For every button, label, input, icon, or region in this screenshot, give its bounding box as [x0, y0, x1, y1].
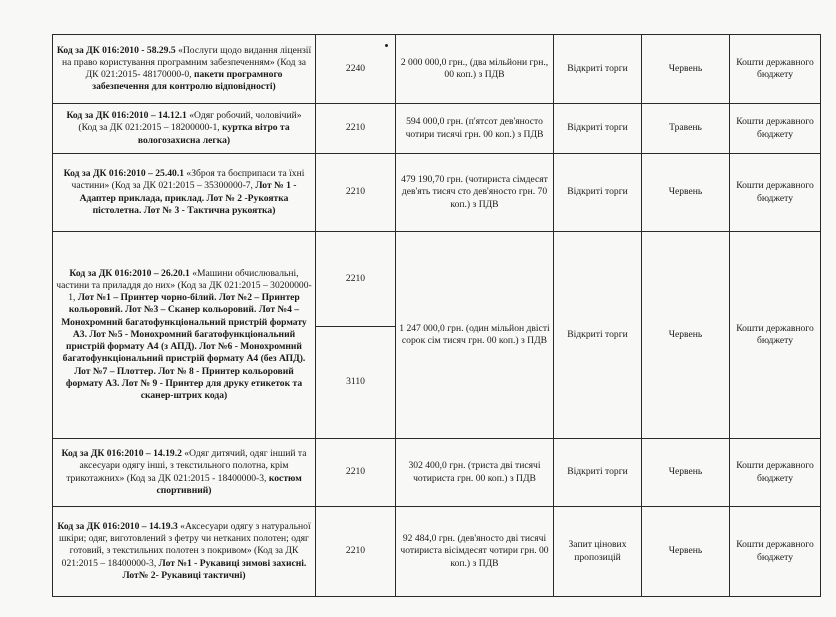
subject-text: «Аксесуари одягу з натуральної шкіри; одяг, виготовлений з фетру чи нетканих полотен; одяг готовий, з текстильних полотен з покривом» (Код за ДК 021:2015 – 18400000-3, [59, 520, 311, 569]
subject-cell [53, 104, 316, 154]
subject-text: «Одяг робочий, чоловічий» (Код за ДК 021:2015 – 18200000-1, [78, 110, 302, 134]
kekv-cell: 2240 [316, 35, 396, 104]
month-cell: Червень [642, 232, 730, 439]
funding-source-cell: Кошти державного бюджету [730, 439, 821, 507]
amount-cell: 1 247 000,0 грн. (один мільйон двісті сорок сім тисяч грн. 00 коп.) з ПДВ [396, 232, 554, 439]
month-cell: Червень [642, 154, 730, 232]
funding-source-cell: Кошти державного бюджету [730, 232, 821, 439]
subject-cell [53, 507, 316, 597]
funding-source-cell: Кошти державного бюджету [730, 35, 821, 104]
table-row [53, 439, 821, 507]
subject-bold: Лот №1 - Рукавиці зимові захисні. Лот№ 2- Рукавиці тактичні) [122, 557, 307, 581]
subject-bold: куртка вітро та вологозахисна легка) [137, 122, 290, 146]
procedure-cell: Відкриті торги [554, 439, 642, 507]
funding-source-cell: Кошти державного бюджету [730, 154, 821, 232]
kekv-cell: 2210 [316, 439, 396, 507]
month-cell: Червень [642, 507, 730, 597]
subject-bold: пакети програмного забезпечення для контролю відповідності) [92, 69, 283, 93]
subject-text: «Машини обчислювальні, частини та приладдя до них» (Код за ДК 021:2015 – 30200000-1, [56, 267, 312, 304]
kekv-cell: 2210 [316, 154, 396, 232]
table-row [53, 104, 821, 154]
table-row [53, 232, 821, 327]
procedure-cell: Відкриті торги [554, 35, 642, 104]
dk-code-label: Код за ДК 016:2010 – 25.40.1 [63, 168, 185, 180]
subject-bold: Лот № 1 - Адаптер приклада, приклад. Лот № 2 -Рукоятка пістолетна. Лот № 3 - Тактична рукоятка) [79, 180, 297, 216]
procedure-cell: Відкриті торги [554, 232, 642, 439]
subject-bold: Лот №1 – Принтер чорно-білий. Лот №2 – Принтер кольоровий. Лот №3 – Сканер кольоровий. Лот №4 – Монохромний багатофункціональний пристрій формату А3. Лот №5 - Монохромний багатофункціональний пристрій формату А4 (з АПД). Лот №6 - Монохромний багатофункціональний пристрій формату А4 (без АПД). Лот №7 – Плоттер. Лот № 8 - Принтер кольоровий формату А3. Лот № 9 - Принтер для друку етикеток та сканер-штрих кода) [61, 292, 307, 401]
amount-cell: 479 190,70 грн. (чотириста сімдесят дев'ять тисяч сто дев'яносто грн. 70 коп.) з ПДВ [396, 154, 554, 232]
dk-code-label: Код за ДК 016:2010 - 58.29.5 [56, 44, 176, 56]
amount-cell: 2 000 000,0 грн., (два мільйони грн., 00 коп.) з ПДВ [396, 35, 554, 104]
funding-source-cell: Кошти державного бюджету [730, 104, 821, 154]
dk-code-label: Код за ДК 016:2010 – 14.12.1 [66, 110, 187, 122]
table-row [53, 507, 821, 597]
subject-text: «Зброя та боєприпаси та їхні частини» (Код за ДК 021:2015 – 35300000-7, [71, 168, 305, 192]
amount-cell: 302 400,0 грн. (триста дві тисячі чотириста грн. 00 коп.) з ПДВ [396, 439, 554, 507]
amount-cell: 92 484,0 грн. (дев'яносто дві тисячі чотириста вісімдесят чотири грн. 00 коп.) з ПДВ [396, 507, 554, 597]
month-cell: Червень [642, 439, 730, 507]
procurement-plan-table [52, 34, 821, 597]
subject-bold: костюм спортивний) [156, 472, 302, 496]
procedure-cell: Запит цінових пропозицій [554, 507, 642, 597]
scan-speck [385, 44, 388, 47]
subject-text: «Послуги щодо видання ліцензії на право користування програмним забезпеченням» (Код за ДК 021:2015- 48170000-0, [61, 44, 312, 80]
month-cell: Червень [642, 35, 730, 104]
dk-code-label: Код за ДК 016:2010 – 14.19.3 [57, 520, 178, 532]
kekv-cell-secondary: 3110 [316, 327, 396, 439]
subject-cell [53, 232, 316, 439]
subject-cell [53, 35, 316, 104]
funding-source-cell: Кошти державного бюджету [730, 507, 821, 597]
procedure-cell: Відкриті торги [554, 104, 642, 154]
dk-code-label: Код за ДК 016:2010 – 26.20.1 [69, 267, 190, 279]
subject-text: «Одяг дитячий, одяг інший та аксесуари одягу інші, з текстильного полотна, крім трикотажних» (Код за ДК 021:2015 - 18400000-3, [66, 448, 307, 484]
kekv-cell: 2210 [316, 232, 396, 327]
table-row [53, 154, 821, 232]
kekv-cell: 2210 [316, 507, 396, 597]
procedure-cell: Відкриті торги [554, 154, 642, 232]
subject-cell [53, 154, 316, 232]
table-row [53, 35, 821, 104]
month-cell: Травень [642, 104, 730, 154]
dk-code-label: Код за ДК 016:2010 – 14.19.2 [61, 448, 182, 460]
subject-cell [53, 439, 316, 507]
kekv-cell: 2210 [316, 104, 396, 154]
amount-cell: 594 000,0 грн. (п'ятсот дев'яносто чотири тисячі грн. 00 коп.) з ПДВ [396, 104, 554, 154]
